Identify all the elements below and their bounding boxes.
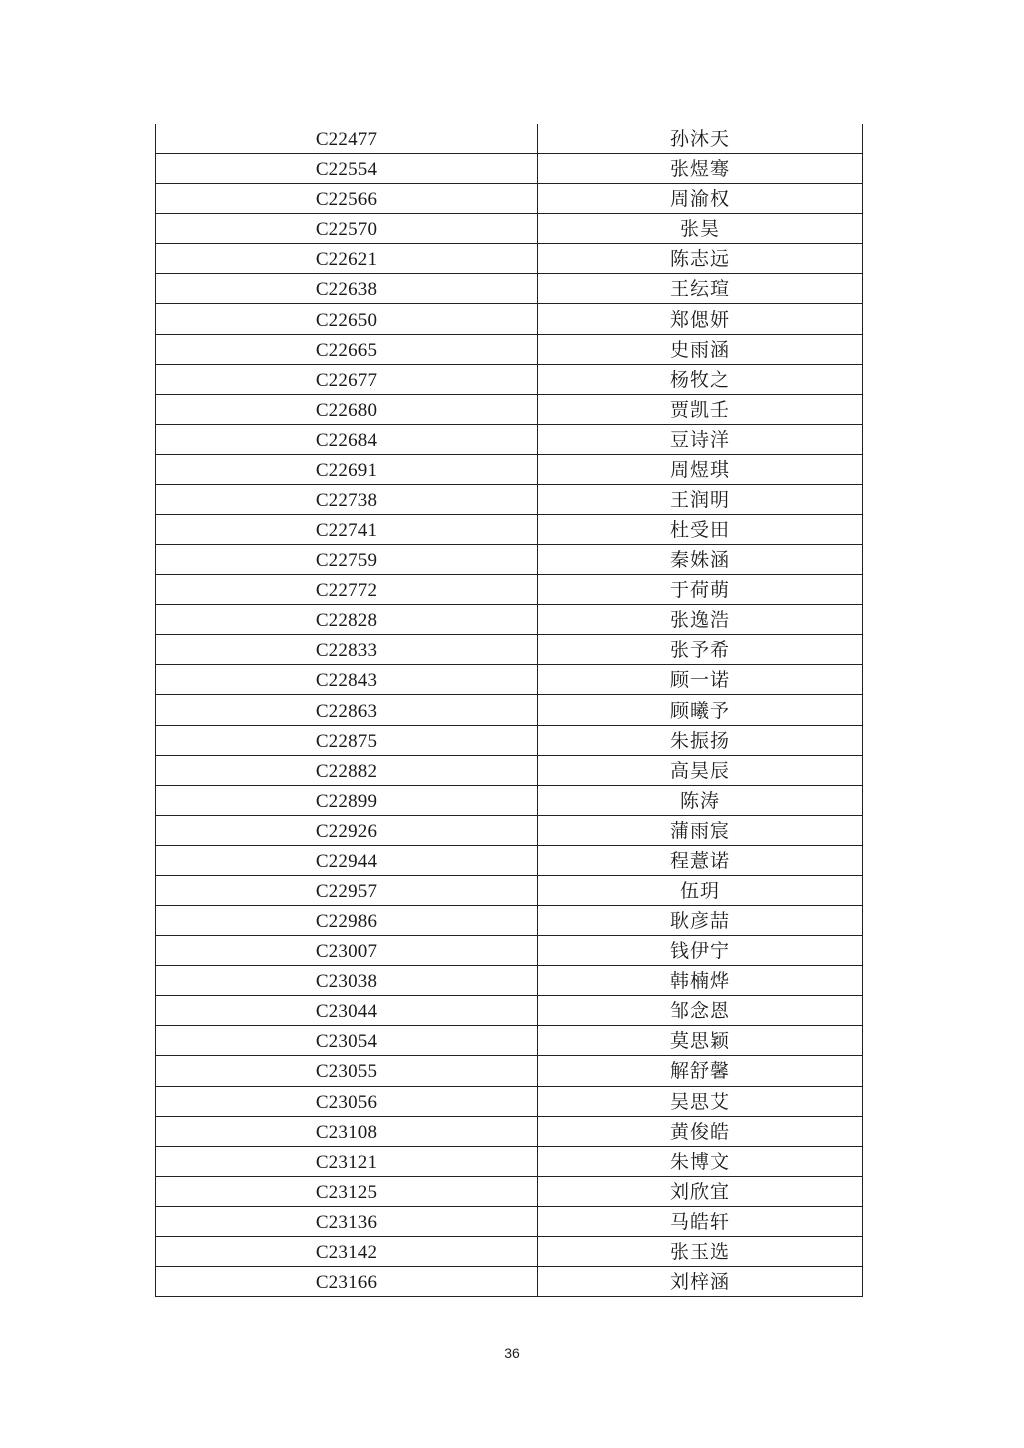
id-cell: C23121 [156,1147,538,1176]
page-number: 36 [504,1345,520,1361]
id-cell: C22566 [156,184,538,213]
name-cell: 孙沐天 [669,129,730,151]
name-cell: 马皓轩 [669,1211,730,1233]
name-cell: 程薏诺 [669,850,730,872]
table-row [156,1117,862,1147]
table-row [156,214,862,244]
name-cell: 邹念恩 [669,1001,730,1023]
name-cell: 高昊辰 [669,760,730,782]
table-row [156,395,862,425]
name-cell: 张煜骞 [669,159,730,181]
id-cell: C22684 [156,425,538,454]
name-cell: 周渝权 [669,189,730,211]
name-cell: 周煜琪 [669,459,730,481]
id-cell: C23056 [156,1087,538,1116]
name-cell: 贾凯壬 [669,399,730,421]
id-cell: C23044 [156,996,538,1025]
id-cell: C22741 [156,515,538,544]
table-row [156,274,862,304]
id-cell: C22759 [156,545,538,574]
name-cell: 莫思颖 [669,1031,730,1053]
table-row [156,455,862,485]
table-row [156,154,862,184]
id-cell: C22863 [156,695,538,724]
id-cell: C23007 [156,936,538,965]
id-cell: C22957 [156,876,538,905]
table-row [156,335,862,365]
table-row [156,1147,862,1177]
id-cell: C23054 [156,1026,538,1055]
table-row [156,1026,862,1056]
name-cell: 吴思艾 [669,1091,730,1113]
name-cell: 陈志远 [669,249,730,271]
table-row [156,1056,862,1086]
id-cell: C22738 [156,485,538,514]
name-cell: 杨牧之 [669,369,730,391]
table-row [156,936,862,966]
name-cell: 张逸浩 [669,610,730,632]
id-cell: C22680 [156,395,538,424]
id-cell: C22899 [156,786,538,815]
id-cell: C22665 [156,335,538,364]
table-row [156,1087,862,1117]
table-row [156,545,862,575]
table-row [156,726,862,756]
table-row [156,425,862,455]
table-row [156,1237,862,1267]
name-cell: 解舒馨 [669,1061,730,1083]
table-row [156,575,862,605]
name-cell: 张玉选 [669,1241,730,1263]
table-row [156,485,862,515]
name-cell: 刘梓涵 [669,1272,730,1293]
table-row [156,665,862,695]
name-cell: 史雨涵 [669,339,730,361]
id-cell: C22926 [156,816,538,845]
id-cell: C22554 [156,154,538,183]
name-cell: 顾曦予 [669,700,730,722]
name-cell: 杜受田 [669,520,730,542]
id-cell: C22772 [156,575,538,604]
name-cell: 豆诗洋 [669,429,730,451]
name-cell: 秦姝涵 [669,550,730,572]
id-cell: C23108 [156,1117,538,1146]
id-cell: C22843 [156,665,538,694]
name-cell: 刘欣宜 [669,1181,730,1203]
name-cell: 张昊 [679,219,720,241]
id-cell: C22833 [156,635,538,664]
id-cell: C22986 [156,906,538,935]
id-cell: C22638 [156,274,538,303]
name-cell: 韩楠烨 [669,971,730,993]
name-cell: 王纭瑄 [669,279,730,301]
name-cell: 张予希 [669,640,730,662]
table-row [156,695,862,725]
id-cell: C23166 [156,1267,538,1296]
table-row [156,184,862,214]
id-cell: C22677 [156,365,538,394]
table-row [156,966,862,996]
table-row [156,244,862,274]
name-cell: 伍玥 [679,880,720,902]
name-cell: 蒲雨宸 [669,820,730,842]
table-row [156,365,862,395]
id-cell: C23136 [156,1207,538,1236]
name-cell: 王润明 [669,489,730,511]
name-cell: 陈涛 [679,790,720,812]
table-row [156,756,862,786]
table-row [156,1267,862,1297]
id-cell: C23055 [156,1056,538,1085]
table-row [156,635,862,665]
id-cell: C22875 [156,726,538,755]
table-row [156,846,862,876]
id-cell: C22944 [156,846,538,875]
roster-table [155,124,863,1297]
name-cell: 黄俊皓 [669,1121,730,1143]
table-row [156,304,862,334]
id-cell: C22570 [156,214,538,243]
table-row [156,1177,862,1207]
id-cell: C23038 [156,966,538,995]
table-row [156,996,862,1026]
id-cell: C22621 [156,244,538,273]
table-row [156,515,862,545]
table-row [156,906,862,936]
id-cell: C22882 [156,756,538,785]
table-row [156,816,862,846]
name-cell: 朱博文 [669,1151,730,1173]
table-row [156,1207,862,1237]
table-row [156,786,862,816]
table-row [156,876,862,906]
name-cell: 朱振扬 [669,730,730,752]
id-cell: C23125 [156,1177,538,1206]
id-cell: C22828 [156,605,538,634]
name-cell: 于荷萌 [669,580,730,602]
table-row [156,605,862,635]
name-cell: 钱伊宁 [669,941,730,963]
id-cell: C22691 [156,455,538,484]
name-cell: 耿彦喆 [669,911,730,933]
id-cell: C22650 [156,304,538,333]
table-row [156,124,862,154]
name-cell: 顾一诺 [669,670,730,692]
id-cell: C23142 [156,1237,538,1266]
id-cell: C22477 [156,124,538,153]
name-cell: 郑偲妍 [669,309,730,331]
